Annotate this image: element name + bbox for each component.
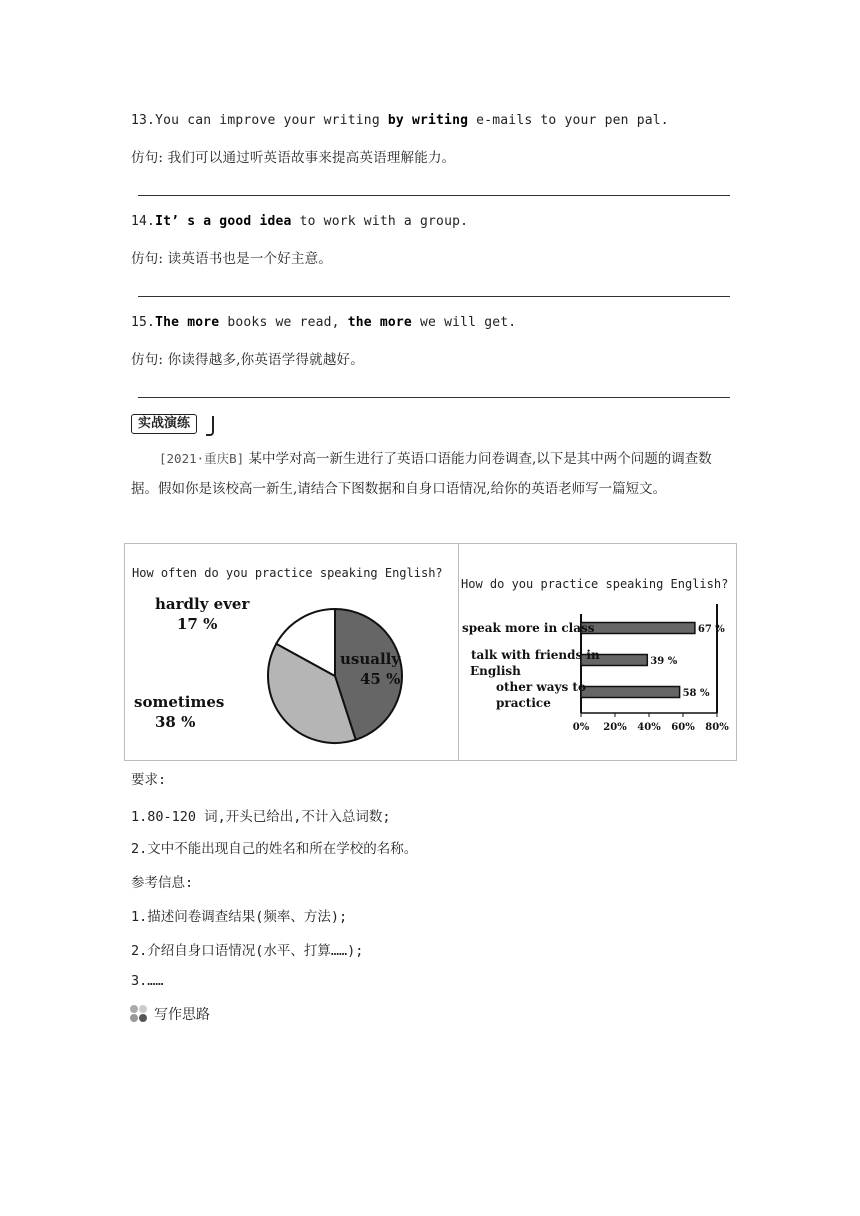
- bar-chart-title: How do you practice speaking English?: [461, 577, 729, 591]
- requirement-item: 2.文中不能出现自己的姓名和所在学校的名称。: [131, 841, 418, 857]
- pie-value-label: 38 %: [155, 713, 196, 731]
- bar-category-label: other ways to: [496, 680, 586, 694]
- key-phrase: the more: [347, 315, 412, 330]
- bar-x-tick-label: 0%: [572, 722, 590, 733]
- item-15-imitation: 仿句: 你读得越多,你英语学得就越好。: [131, 352, 364, 368]
- requirements-heading: 要求:: [131, 772, 167, 788]
- sentence-text: books we read,: [219, 315, 348, 330]
- requirement-item: 1.80-120 词,开头已给出,不计入总词数;: [131, 809, 391, 825]
- reference-heading: 参考信息:: [131, 875, 194, 891]
- task-prompt: 某中学对高一新生进行了英语口语能力问卷调查,以下是其中两个问题的调查数据。假如你是该校高一新生,请结合下图数据和自身口语情况,给你的英语老师写一篇短文。: [131, 451, 712, 497]
- bar-x-tick-label: 20%: [603, 722, 627, 733]
- task-source: [2021·重庆B]: [159, 451, 245, 466]
- pie-label-usually: usually: [340, 650, 401, 668]
- item-number: 14.: [131, 214, 156, 229]
- reference-item: 2.介绍自身口语情况(水平、打算……);: [131, 943, 364, 959]
- answer-line[interactable]: [138, 296, 730, 297]
- item-number: 13.: [131, 113, 156, 128]
- item-13-imitation: 仿句: 我们可以通过听英语故事来提高英语理解能力。: [131, 150, 456, 166]
- bar-x-tick-label: 60%: [671, 722, 695, 733]
- item-number: 15.: [131, 315, 156, 330]
- key-phrase: It’ s a good idea: [155, 214, 292, 229]
- bar-category-label: speak more in class: [462, 621, 595, 635]
- pie-value-label: 17 %: [177, 615, 218, 633]
- bar-category-label: talk with friends in: [471, 648, 600, 662]
- item-15-sentence: [131, 315, 516, 330]
- pie-chart-title: How often do you practice speaking English?: [132, 566, 443, 580]
- bullet-dots-icon: [129, 1004, 149, 1024]
- reference-item: 1.描述问卷调查结果(频率、方法);: [131, 909, 348, 925]
- bar-category-label: practice: [496, 696, 551, 710]
- reference-item: 3.……: [131, 973, 164, 989]
- key-phrase: The more: [155, 315, 220, 330]
- section-tag-decoration: [206, 416, 214, 436]
- bar-chart: [459, 610, 735, 750]
- sentence-text: e-mails to your pen pal.: [468, 113, 669, 128]
- bar-category-label: English: [470, 664, 521, 678]
- bar-3: [581, 687, 680, 698]
- writing-idea-label: 写作思路: [154, 1007, 210, 1023]
- pie-label-hardly-ever: hardly ever: [155, 595, 250, 613]
- item-14-imitation: 仿句: 读英语书也是一个好主意。: [131, 251, 333, 267]
- answer-line[interactable]: [138, 397, 730, 398]
- pie-value-label: 45 %: [360, 670, 401, 688]
- pie-label-sometimes: sometimes: [134, 693, 225, 711]
- bar-value-label: 67 %: [697, 624, 725, 635]
- bar-1: [581, 623, 695, 634]
- pie-chart: [125, 574, 455, 764]
- sentence-text: to work with a group.: [291, 214, 469, 229]
- item-14-sentence: [131, 214, 468, 229]
- key-phrase: by writing: [387, 113, 469, 128]
- bar-value-label: 58 %: [682, 688, 710, 699]
- section-tag: 实战演练: [131, 414, 197, 434]
- sentence-text: we will get.: [411, 315, 517, 330]
- item-13-sentence: [131, 113, 669, 128]
- bar-x-tick-label: 40%: [637, 722, 661, 733]
- bar-x-tick-label: 80%: [705, 722, 729, 733]
- figure-box: [124, 543, 737, 761]
- bar-value-label: 39 %: [650, 656, 678, 667]
- task-paragraph: [131, 444, 731, 504]
- sentence-text: You can improve your writing: [155, 113, 388, 128]
- answer-line[interactable]: [138, 195, 730, 196]
